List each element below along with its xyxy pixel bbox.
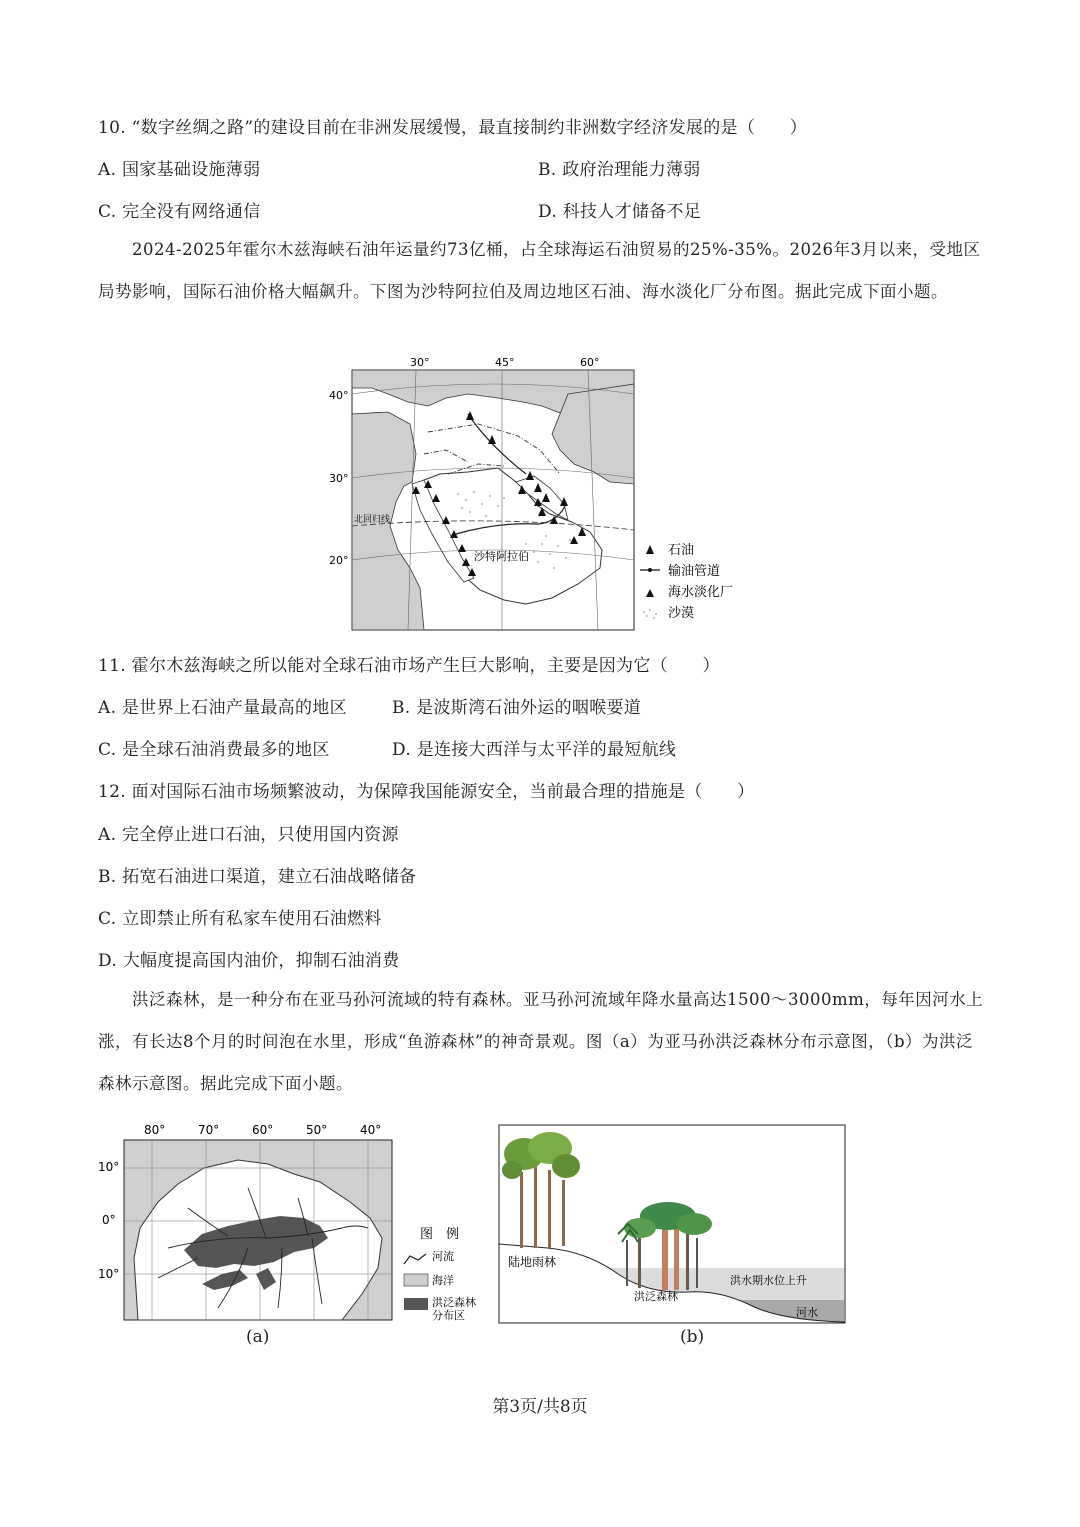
map1-tropic-label: 北回归线 [354,515,391,525]
map1-lon-label: 60° [580,356,600,369]
q12-option-d[interactable]: D. 大幅度提高国内油价，抑制石油消费 [98,951,400,971]
q12-stem: 12. 面对国际石油市场频繁波动，为保障我国能源安全，当前最合理的措施是（ ） [98,782,755,802]
map-a-lat-label: 10° [98,1160,120,1174]
map-a-lon-label: 70° [198,1123,220,1137]
page-number: 第3页/共8页 [492,1397,588,1417]
map-a-lon-label: 80° [144,1123,166,1137]
q11-option-b[interactable]: B. 是波斯湾石油外运的咽喉要道 [392,698,642,718]
label-flooded-forest: 洪泛森林 [634,1290,678,1303]
map-a-legend-river: 河流 [432,1250,454,1263]
map-a-legend-forest-2: 分布区 [432,1309,465,1322]
amazon-map-figure [98,1118,478,1348]
fig-b-caption: (b) [680,1327,705,1347]
q11-option-a[interactable]: A. 是世界上石油产量最高的地区 [98,698,347,718]
map1-lat-label: 40° [329,389,349,402]
flooded-forest-figure [498,1124,846,1324]
map1-lat-label: 30° [329,472,349,485]
map-a-lat-label: 0° [102,1213,116,1227]
map1-legend-desal: 海水淡化厂 [668,585,734,600]
q11-option-c[interactable]: C. 是全球石油消费最多的地区 [98,740,330,760]
map-a-lon-label: 40° [360,1123,382,1137]
map1-country-label: 沙特阿拉伯 [474,550,529,563]
map1-lat-label: 20° [329,554,349,567]
map-a-lon-label: 60° [252,1123,274,1137]
q11-stem: 11. 霍尔木兹海峡之所以能对全球石油市场产生巨大影响，主要是因为它（ ） [98,656,720,676]
q11-option-d[interactable]: D. 是连接大西洋与太平洋的最短航线 [392,740,677,760]
q10-stem: 10. “数字丝绸之路”的建设目前在非洲发展缓慢，最直接制约非洲数字经济发展的是（ ） [98,118,808,138]
map-a-lat-label: 10° [98,1267,120,1281]
map-a-caption: (a) [246,1327,270,1347]
label-river: 河水 [796,1306,818,1319]
map1-legend-oil: 石油 [668,543,695,558]
q10-option-c[interactable]: C. 完全没有网络通信 [98,202,261,222]
label-rainforest: 陆地雨林 [508,1255,557,1269]
map-a-legend-title: 图 例 [420,1227,460,1242]
q10-option-a[interactable]: A. 国家基础设施薄弱 [98,160,261,180]
label-water-rise: 洪水期水位上升 [730,1274,807,1287]
map1-legend-desert: 沙漠 [668,606,695,621]
q10-option-d[interactable]: D. 科技人才储备不足 [538,202,702,222]
q12-option-a[interactable]: A. 完全停止进口石油，只使用国内资源 [98,825,399,845]
map-a-legend-forest: 洪泛森林 [432,1296,476,1309]
saudi-map-figure [328,354,758,634]
map1-lon-label: 30° [410,356,430,369]
map1-lon-label: 45° [495,356,515,369]
map-a-lon-label: 50° [306,1123,328,1137]
map-a-legend-ocean: 海洋 [432,1274,454,1287]
q12-option-c[interactable]: C. 立即禁止所有私家车使用石油燃料 [98,909,382,929]
passage-hormuz: 2024-2025年霍尔木兹海峡石油年运量约73亿桶，占全球海运石油贸易的25%-35%。2026年3月以来，受地区局势影响，国际石油价格大幅飙升。下图为沙特阿拉伯及周边地区石油、海水淡化厂分布图。据此完成下面小题。 [98,240,981,301]
q10-option-b[interactable]: B. 政府治理能力薄弱 [538,160,701,180]
map1-legend-pipeline: 输油管道 [668,564,721,579]
passage-amazon: 洪泛森林，是一种分布在亚马孙河流域的特有森林。亚马孙河流域年降水量高达1500～3000mm，每年因河水上涨，有长达8个月的时间泡在水里，形成“鱼游森林”的神奇景观。图（a）为亚马孙洪泛森林分布示意图，（b）为洪泛森林示意图。据此完成下面小题。 [98,990,984,1093]
q12-option-b[interactable]: B. 拓宽石油进口渠道，建立石油战略储备 [98,867,417,887]
